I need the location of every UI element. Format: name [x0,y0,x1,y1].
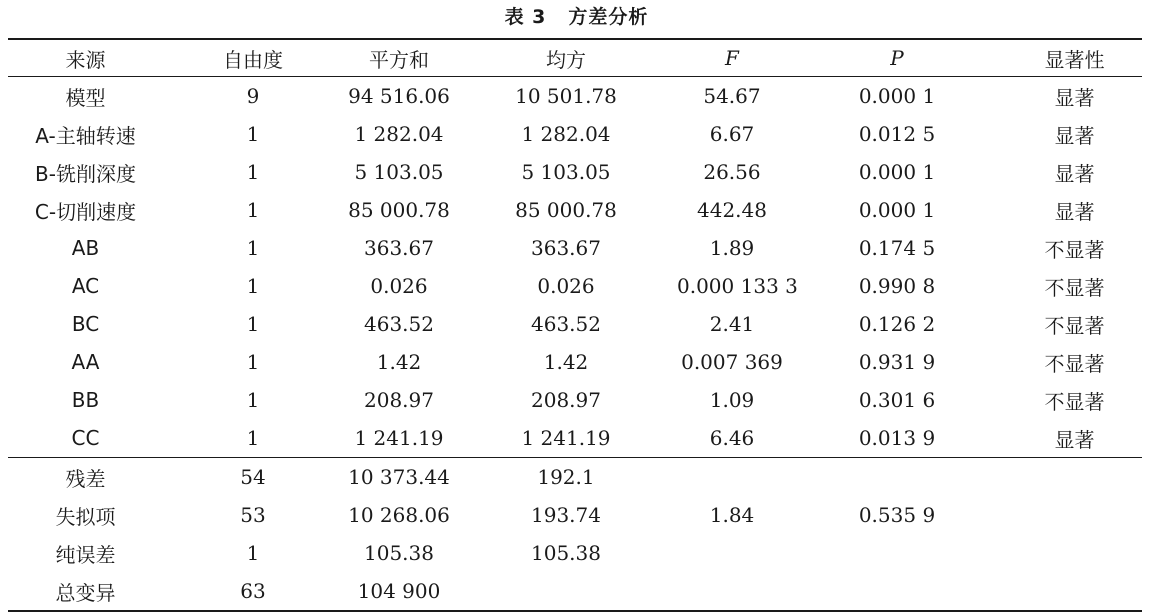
cell-significance: 不显著 [1044,237,1105,262]
table-row [8,572,1142,611]
cell-source: 模型 [65,85,106,110]
cell-p-value: 0.990 8 [858,274,936,298]
cell-df: 63 [163,572,343,611]
cell-p-value: 0.000 1 [858,160,936,184]
cell-df: 1 [246,274,260,298]
cell-mean-square: 85 000.78 [515,198,617,222]
cell-f-value: 1.09 [709,388,755,412]
cell-sum-of-squares: 94 516.06 [348,84,450,108]
cell-df: 1 [246,426,260,450]
table-row [8,267,1142,305]
table-header [8,39,1142,77]
cell-source: B-铣削深度 [35,161,136,186]
cell-mean-square: 1 241.19 [521,426,611,450]
cell-sum-of-squares: 104 900 [343,572,455,611]
cell-significance: 不显著 [1044,275,1105,300]
table-row [8,191,1142,229]
cell-significance: 显著 [1054,161,1095,186]
cell-mean-square: 193.74 [531,503,601,527]
table-row [8,458,1142,497]
table-row [8,496,1142,534]
cell-significance [1007,572,1142,611]
cell-source: 纯误差 [55,542,116,567]
model-block [8,77,1142,458]
cell-source: AB [71,236,100,260]
cell-significance [1007,458,1142,497]
cell-mean-square: 105.38 [531,541,601,565]
cell-mean-square [455,572,677,611]
cell-df: 1 [246,312,260,336]
cell-p-value [787,572,1007,611]
cell-source: CC [71,426,100,450]
cell-mean-square: 10 501.78 [515,84,617,108]
cell-sum-of-squares: 0.026 [370,274,428,298]
cell-df: 1 [246,122,260,146]
cell-p-value: 0.174 5 [858,236,936,260]
cell-sum-of-squares: 1 282.04 [354,122,444,146]
table-row [8,153,1142,191]
cell-source: C-切削速度 [34,199,137,224]
cell-mean-square: 208.97 [531,388,601,412]
header-p: P [787,39,1007,77]
cell-source: A-主轴转速 [35,123,136,148]
header-sum-of-squares: 平方和 [343,39,455,77]
cell-f-value: 6.46 [709,426,755,450]
cell-significance: 显著 [1054,123,1095,148]
cell-significance [1007,534,1142,572]
cell-p-value: 0.013 9 [858,426,936,450]
cell-f-value: 6.67 [709,122,755,146]
cell-sum-of-squares: 363.67 [364,236,434,260]
cell-mean-square: 5 103.05 [521,160,611,184]
cell-df: 53 [240,503,266,527]
cell-source: AA [71,350,100,374]
cell-p-value: 0.012 5 [858,122,936,146]
table-caption-title: 方差分析 [568,6,649,28]
table-row [8,305,1142,343]
cell-significance: 不显著 [1044,389,1105,414]
cell-df: 1 [246,388,260,412]
table-row [8,229,1142,267]
cell-sum-of-squares: 463.52 [364,312,434,336]
cell-p-value: 0.000 1 [858,198,936,222]
cell-df: 1 [246,350,260,374]
header-significance: 显著性 [1007,39,1142,77]
table-row [8,419,1142,458]
cell-mean-square: 192.1 [455,458,677,497]
table-caption-number: 表 3 [504,6,547,28]
cell-f-value: 442.48 [697,198,767,222]
cell-f-value: 54.67 [703,84,761,108]
cell-df: 1 [246,541,260,565]
cell-significance: 不显著 [1044,351,1105,376]
cell-source: BB [71,388,100,412]
cell-p-value [787,534,1007,572]
cell-source: 残差 [8,458,163,497]
anova-table [8,38,1142,612]
cell-sum-of-squares: 208.97 [364,388,434,412]
cell-p-value: 0.000 1 [858,84,936,108]
cell-p-value: 0.126 2 [858,312,936,336]
cell-source: 总变异 [8,572,163,611]
cell-significance: 显著 [1054,85,1095,110]
table-row [8,77,1142,116]
cell-df: 1 [246,160,260,184]
cell-sum-of-squares: 10 268.06 [348,503,450,527]
cell-f-value: 2.41 [709,312,755,336]
cell-df: 1 [246,236,260,260]
cell-p-value: 0.535 9 [858,503,936,527]
cell-df: 1 [246,198,260,222]
cell-sum-of-squares: 85 000.78 [348,198,450,222]
cell-significance: 显著 [1054,199,1095,224]
cell-f-value: 1.84 [709,503,755,527]
cell-significance [1007,496,1142,534]
cell-sum-of-squares: 105.38 [364,541,434,565]
cell-f-value [677,572,787,611]
cell-significance: 不显著 [1044,313,1105,338]
header-f: F [677,39,787,77]
cell-f-value: 0.000 133 3 [677,274,798,298]
cell-mean-square: 1.42 [543,350,589,374]
cell-f-value [677,534,787,572]
error-block [8,458,1142,612]
cell-f-value: 26.56 [703,160,761,184]
cell-p-value: 0.931 9 [858,350,936,374]
cell-f-value: 1.89 [709,236,755,260]
cell-mean-square: 463.52 [531,312,601,336]
cell-mean-square: 1 282.04 [521,122,611,146]
cell-p-value: 0.301 6 [858,388,936,412]
table-row [8,115,1142,153]
cell-sum-of-squares: 1.42 [376,350,422,374]
cell-significance: 显著 [1054,427,1095,452]
cell-sum-of-squares: 5 103.05 [354,160,444,184]
header-mean-square: 均方 [455,39,677,77]
header-row [8,39,1142,77]
header-source: 来源 [8,39,163,77]
cell-mean-square: 0.026 [537,274,595,298]
cell-sum-of-squares: 10 373.44 [343,458,455,497]
header-df: 自由度 [163,39,343,77]
cell-source: 失拟项 [55,504,116,529]
cell-df: 9 [246,84,260,108]
cell-f-value [677,458,787,497]
cell-df: 54 [163,458,343,497]
table-row [8,534,1142,572]
cell-source: AC [71,274,100,298]
table-row [8,381,1142,419]
cell-p-value [787,458,1007,497]
cell-f-value: 0.007 369 [681,350,783,374]
table-row [8,343,1142,381]
cell-sum-of-squares: 1 241.19 [354,426,444,450]
cell-mean-square: 363.67 [531,236,601,260]
table-caption [0,4,1153,30]
cell-source: BC [71,312,100,336]
